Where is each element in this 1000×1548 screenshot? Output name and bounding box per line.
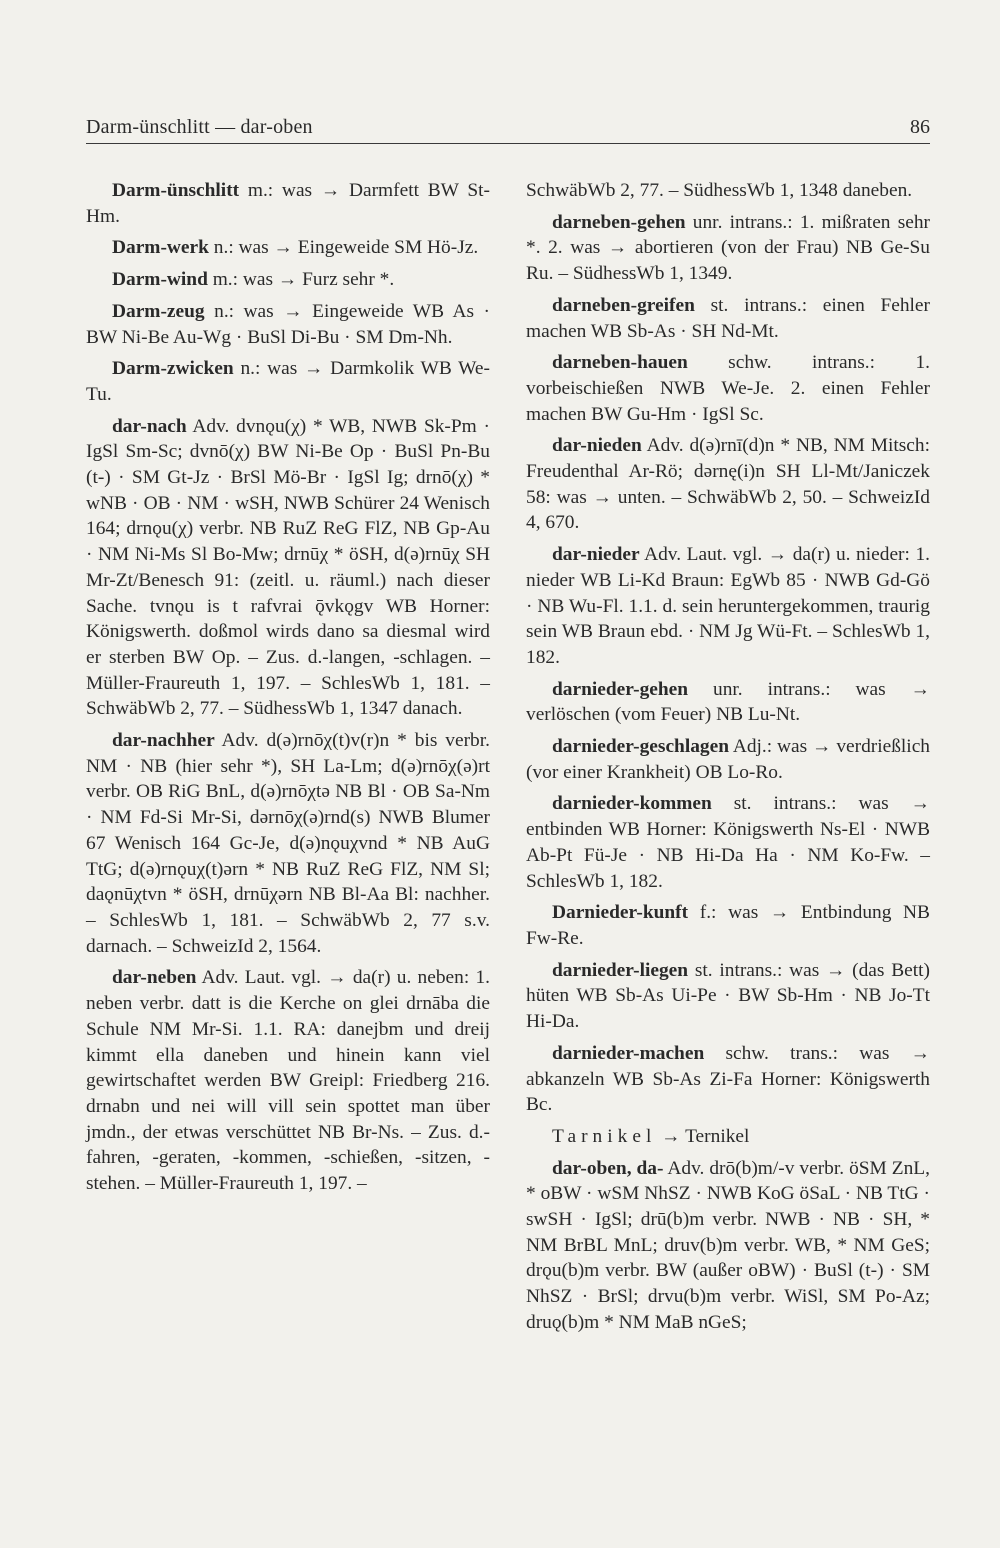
entry-text: m.: was → Darmfett BW St-Hm. bbox=[86, 180, 490, 227]
entry-text: SchwäbWb 2, 77. – SüdhessWb 1, 1348 daneben. bbox=[526, 180, 913, 201]
entry-text: st. intrans.: einen Fehler machen WB Sb-As · SH Nd-Mt. bbox=[526, 294, 930, 342]
dictionary-entry bbox=[526, 210, 930, 287]
dictionary-entry bbox=[526, 542, 930, 671]
dictionary-entry bbox=[526, 900, 930, 951]
dictionary-entry bbox=[86, 235, 490, 261]
dictionary-entry bbox=[526, 958, 930, 1035]
entry-lemma: darneben-greifen bbox=[552, 294, 695, 316]
entry-lemma: Tarnikel bbox=[552, 1125, 657, 1147]
entry-lemma: dar-nieder bbox=[552, 544, 640, 566]
dictionary-entry bbox=[526, 178, 930, 204]
right-column bbox=[526, 178, 930, 1342]
dictionary-entry bbox=[86, 356, 490, 407]
entry-text: schw. intrans.: 1. vorbeischießen NWB We-Je. 2. einen Fehler machen BW Gu-Hm · IgSl Sc. bbox=[526, 352, 930, 425]
entry-text: n.: was → Darmkolik WB We-Tu. bbox=[86, 358, 490, 405]
cross-reference-entry bbox=[526, 1124, 930, 1150]
running-header bbox=[86, 116, 930, 139]
entry-text: Adj.: was → verdrießlich (vor einer Krankheit) OB Lo-Ro. bbox=[526, 736, 930, 783]
entry-lemma: Darm-werk bbox=[112, 237, 209, 259]
dictionary-entry bbox=[86, 728, 490, 959]
entry-lemma: darnieder-kommen bbox=[552, 793, 712, 815]
entry-lemma: dar-nachher bbox=[112, 730, 215, 752]
entry-text: Adv. dvnǫu(χ) * WB, NWB Sk-Pm · IgSl Sm-Sc; dvnō(χ) BW Ni-Be Op · BuSl Pn-Bu (t-) · SM Gt-Jz · BrSl Mö-Br · IgSl Ig; drnō(χ) * wNB · OB · NM · wSH, NWB Schürer 24 Wenisch 164; drnǫu(χ) verbr. NB RuZ ReG FlZ, NB Gp-Au · NM Ni-Ms Sl Bo-Mw; drnūχ * öSH, d(ə)rnūχ SH Mr-Zt/Benesch 91: (zeitl. u. räuml.) nach dieser Sache. tvnǫu is t rafvrai ǭvkǫgv WB Horner: Königswerth. doßmol wirds dano sa diesmal wird er sterben BW Op. – Zus. d.-langen, -schlagen. – Müller-Fraureuth 1, 197. – SchlesWb 1, 181. – SchwäbWb 2, 77. – SüdhessWb 1, 1347 danach. bbox=[86, 415, 490, 720]
entry-text: Adv. d(ə)rnōχ(t)v(r)n * bis verbr. NM · NB (hier sehr *), SH La-Lm; d(ə)rnōχ(ə)rt verbr. OB RiG BnL, d(ə)rnōχtə NB Bl · OB Sa-Nm · NM Fd-Si Mr-Si, dərnōχ(ə)rnd(s) NWB Blumer 67 Wenisch 164 Gc-Je, d(ə)nǫuχvnd * NB AuG TtG; d(ə)rnǫuχ(t)ərn * NB RuZ ReG FlZ, NM Sl; daǫnūχtvn * öSH, drnūχərn NB Bl-Aa Bl: nachher. – SchlesWb 1, 181. – SchwäbWb 2, 77 s.v. darnach. – SchweizId 2, 1564. bbox=[86, 730, 490, 957]
entry-text: n.: was → Eingeweide SM Hö-Jz. bbox=[208, 237, 479, 259]
dictionary-entry bbox=[526, 1156, 930, 1336]
entry-lemma: Darnieder-kunft bbox=[552, 902, 689, 924]
dictionary-entry bbox=[526, 791, 930, 894]
dictionary-entry bbox=[526, 677, 930, 728]
entry-lemma: darnieder-geschlagen bbox=[552, 736, 730, 758]
dictionary-entry bbox=[86, 965, 490, 1196]
entry-text: Adv. Laut. vgl. → da(r) u. neben: 1. neben verbr. datt is die Kerche on glei drnāba die Schule NM Mr-Si. 1.1. RA: danejbm und dreij kimmt ella daneben und hinein kann viel gewirtschaftet werden BW Greipl: Friedberg 216. drnabn und nei will vill sein spottet man über jmdn., der etwas verschüttet NB Br-Ns. – Zus. d.-fahren, -geraten, -kommen, -schießen, -sitzen, -stehen. – Müller-Fraureuth 1, 197. – bbox=[86, 967, 490, 1195]
entry-lemma: darnieder-liegen bbox=[552, 959, 689, 981]
entry-text: unr. intrans.: 1. mißraten sehr *. 2. was → abortieren (von der Frau) NB Ge-Su Ru. – SüdhessWb 1, 1349. bbox=[526, 211, 930, 285]
dictionary-entry bbox=[86, 299, 490, 350]
entry-text: unr. intrans.: was → verlöschen (vom Feuer) NB Lu-Nt. bbox=[526, 678, 930, 726]
dictionary-entry bbox=[526, 293, 930, 344]
entry-text: Adv. d(ə)rnī(d)n * NB, NM Mitsch: Freudenthal Ar-Rö; dərnę(i)n SH Ll-Mt/Janiczek 58: was → unten. – SchwäbWb 2, 50. – SchweizId 4, 670. bbox=[526, 435, 930, 534]
dictionary-entry bbox=[526, 734, 930, 785]
dictionary-entry bbox=[526, 433, 930, 536]
entry-text: Adv. drō(b)m/-v verbr. öSM ZnL, * oBW · wSM NhSZ · NWB KoG öSaL · NB TtG · swSH · IgSl; drū(b)m verbr. NWB · NB · SH, * NM BrBL MnL; druv(b)m verbr. WB, * NM GeS; drǫu(b)m verbr. BW (außer oBW) · BuSl (t-) · SM NhSZ · BrSl; drvu(b)m verbr. WiSl, SM Po-Az; druǫ(b)m * NM MaB nGeS; bbox=[526, 1157, 931, 1333]
page-number: 86 bbox=[910, 116, 930, 138]
entry-lemma: darneben-hauen bbox=[552, 352, 688, 374]
entry-text: Adv. Laut. vgl. → da(r) u. nieder: 1. nieder WB Li-Kd Braun: EgWb 85 · NWB Gd-Gö · NB Wu-Fl. 1.1. d. sein heruntergekommen, traurig sein WB Braun ebd. · NM Jg Wü-Ft. – SchlesWb 1, 182. bbox=[526, 544, 930, 668]
entry-lemma: Darm-ünschlitt bbox=[112, 180, 240, 201]
left-column bbox=[86, 178, 490, 1203]
entry-lemma: dar-nieden bbox=[552, 435, 642, 457]
running-title: Darm-ünschlitt — dar-oben bbox=[86, 116, 313, 138]
entry-lemma: dar-oben, da- bbox=[552, 1157, 664, 1179]
entry-lemma: Darm-zeug bbox=[112, 300, 205, 322]
entry-text: st. intrans.: was → entbinden WB Horner: Königswerth Ns-El · NWB Ab-Pt Fü-Je · NB Hi-Da Ha · NM Ko-Fw. – SchlesWb 1, 182. bbox=[526, 793, 930, 892]
dictionary-entry bbox=[86, 267, 490, 293]
header-rule bbox=[86, 143, 930, 144]
entry-lemma: darnieder-gehen bbox=[552, 678, 689, 700]
dictionary-entry bbox=[86, 414, 490, 722]
entry-lemma: darnieder-machen bbox=[552, 1042, 705, 1064]
entry-text: n.: was → Eingeweide WB As · BW Ni-Be Au-Wg · BuSl Di-Bu · SM Dm-Nh. bbox=[86, 300, 490, 348]
entry-lemma: dar-nach bbox=[112, 415, 187, 437]
entry-text: m.: was → Furz sehr *. bbox=[207, 269, 395, 291]
dictionary-entry bbox=[526, 1041, 930, 1118]
entry-text: → Ternikel bbox=[656, 1125, 750, 1147]
entry-text: schw. trans.: was → abkanzeln WB Sb-As Zi-Fa Horner: Königswerth Bc. bbox=[526, 1042, 930, 1116]
entry-text: f.: was → Entbindung NB Fw-Re. bbox=[526, 902, 930, 949]
entry-text: st. intrans.: was → (das Bett) hüten WB Sb-As Ui-Pe · BW Sb-Hm · NB Jo-Tt Hi-Da. bbox=[526, 959, 930, 1033]
entry-lemma: Darm-wind bbox=[112, 269, 208, 291]
entry-lemma: darneben-gehen bbox=[552, 211, 686, 233]
entry-lemma: Darm-zwicken bbox=[112, 358, 234, 380]
entry-lemma: dar-neben bbox=[112, 967, 197, 989]
dictionary-entry bbox=[526, 350, 930, 427]
dictionary-entry bbox=[86, 178, 490, 229]
